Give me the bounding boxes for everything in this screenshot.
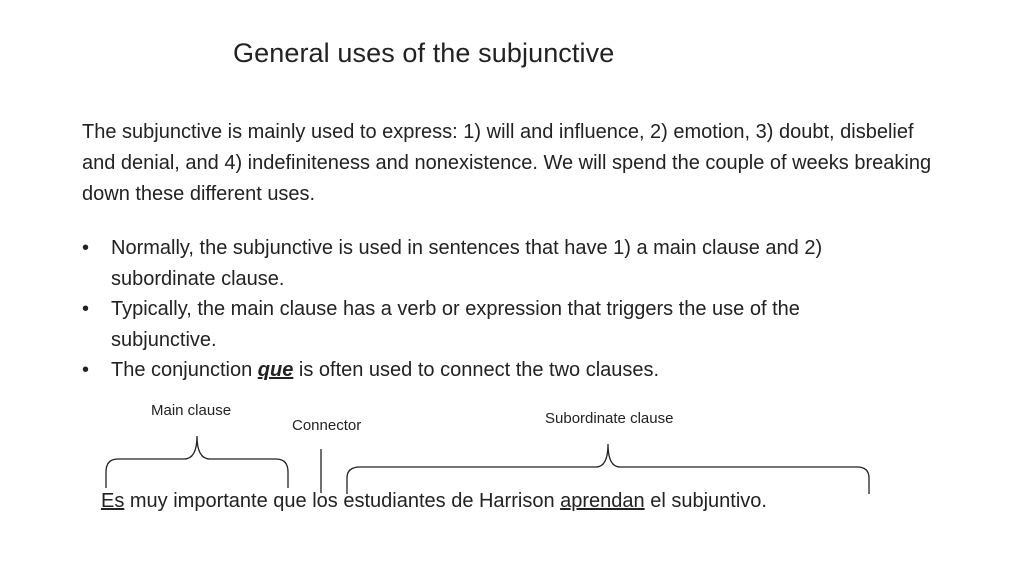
example-subject-verb: Es — [101, 490, 125, 512]
connector-label: Connector — [292, 417, 362, 434]
subordinate-clause-label: Subordinate clause — [545, 410, 674, 427]
slide-title: General uses of the subjunctive — [233, 38, 615, 68]
bullet-dot: • — [82, 298, 90, 320]
bullet-text-post: is often used to connect the two clauses. — [293, 359, 660, 381]
bullet-text: Normally, the subjunctive is used in sentences that have 1) a main clause and 2) subordinate clause. — [111, 237, 823, 290]
intro-paragraph: The subjunctive is mainly used to express: 1) will and influence, 2) emotion, 3) doubt, disbelief and denial, and 4) indefiniteness and nonexistence. We will spend the couple of weeks breaking down these different uses. — [82, 121, 932, 205]
bullet-text-pre: The conjunction — [111, 359, 258, 381]
example-text: muy importante que los estudiantes de Harrison — [124, 490, 561, 512]
que-emphasis: que — [257, 359, 294, 381]
main-clause-label: Main clause — [151, 402, 232, 419]
example-sentence — [101, 490, 767, 513]
example-subjunctive-verb: aprendan — [560, 490, 645, 512]
example-text-end: el subjuntivo. — [644, 490, 767, 512]
main-clause-brace — [106, 436, 288, 488]
bullet-dot: • — [82, 237, 90, 259]
bullet-dot: • — [82, 359, 90, 381]
bullet-text: Typically, the main clause has a verb or expression that triggers the use of the subjunctive. — [111, 298, 800, 351]
subordinate-clause-brace — [347, 444, 869, 494]
